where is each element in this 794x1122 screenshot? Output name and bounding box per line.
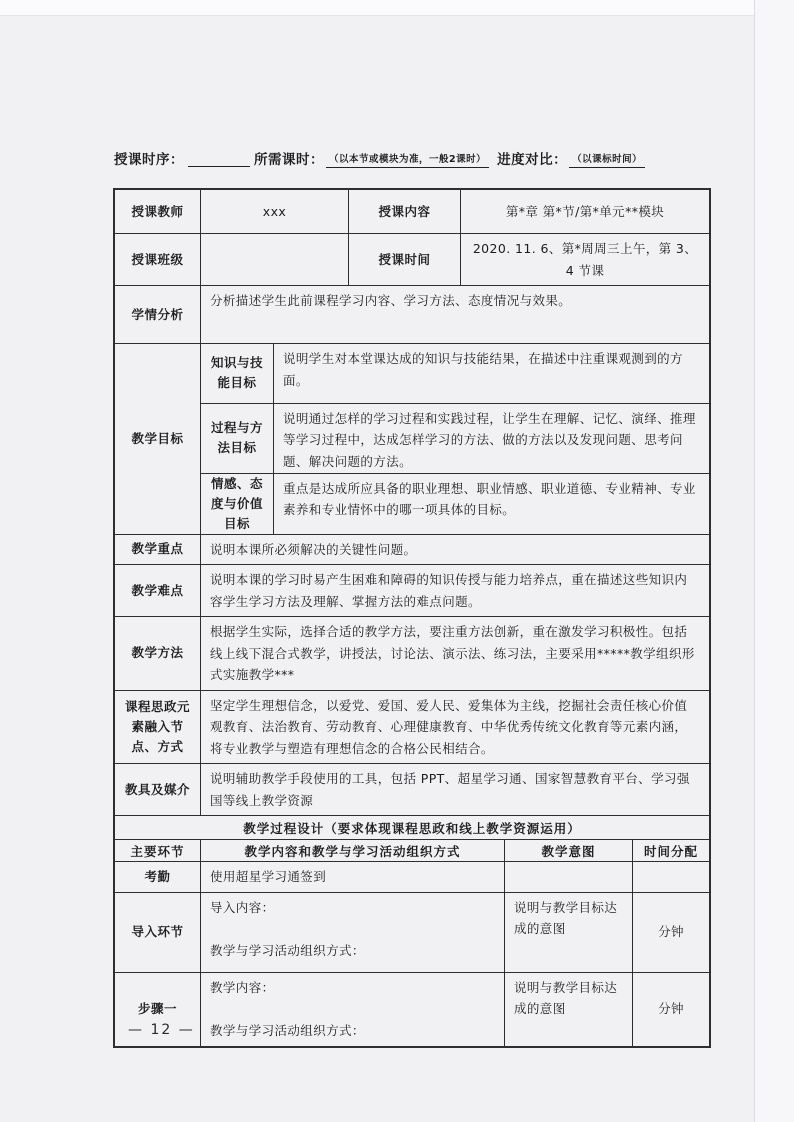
objectives-label: 教学目标: [115, 344, 201, 534]
learner-analysis-content: 分析描述学生此前课程学习内容、学习方法、态度情况与效果。: [210, 293, 572, 308]
objective-process-content: 说明通过怎样的学习过程和实践过程，让学生在理解、记忆、演绎、推理等学习过程中，达成怎样学习的方法、做的方法以及发现问题、思考问题、解决问题的方法。: [283, 410, 696, 469]
lead-in-intent: 说明与教学目标达成的意图: [505, 893, 633, 972]
lead-in-stage-label: 导入环节: [115, 893, 201, 972]
objective-affect-row: [201, 474, 709, 534]
time-label: 授课时间: [349, 234, 461, 285]
objective-affect-content: 重点是达成所应具备的职业理想、职业情感、职业道德、专业精神、专业素养和专业情怀中的哪一项具体的目标。: [283, 480, 696, 517]
row-class-time: [115, 234, 709, 286]
key-points-content: 说明本课所必须解决的关键性问题。: [210, 541, 417, 557]
course-time-order-label: 授课时序：: [114, 152, 184, 168]
attendance-time: [633, 862, 709, 892]
objective-knowledge-content: 说明学生对本堂课达成的知识与技能结果，在描述中注重课观测到的方面。: [283, 351, 683, 388]
ideology-elements-content: 坚定学生理想信念，以爱党、爱国、爱人民、爱集体为主线，挖掘社会责任核心价值观教育、法治教育、劳动教育、心理健康教育、中华优秀传统文化教育等元素内涵，将专业教学与塑造有理想信念的合格公民相结合。: [210, 697, 688, 756]
attendance-content: 使用超星学习通签到: [201, 862, 505, 892]
scan-right-edge: [754, 0, 794, 1122]
row-process-title: [115, 816, 709, 840]
objective-knowledge-label: 知识与技能目标: [201, 344, 274, 403]
teacher-label: 授课教师: [115, 190, 201, 233]
process-header-time: 时间分配: [643, 843, 698, 859]
row-ideology-elements: [115, 691, 709, 765]
class-value: [201, 234, 349, 285]
row-lead-in: [115, 893, 709, 973]
learner-analysis-label: 学情分析: [115, 286, 201, 343]
lesson-plan-table: [113, 188, 711, 1048]
row-key-points: [115, 535, 709, 566]
step-one-content-line1: 教学内容：: [210, 979, 275, 995]
process-header-intent: 教学意图: [505, 840, 633, 861]
key-points-label: 教学重点: [115, 535, 201, 565]
step-one-stage-label: 步骤一: [115, 973, 201, 1046]
process-design-title: 教学过程设计（要求体现课程思政和线上教学资源运用）: [243, 820, 581, 836]
progress-compare-note: （以课标时间）: [569, 151, 645, 168]
page-number: — 12 —: [128, 1022, 195, 1038]
lead-in-content-cell: [201, 893, 505, 972]
ideology-elements-label: 课程思政元素融入节点、方式: [115, 691, 201, 764]
row-teaching-methods: [115, 617, 709, 691]
class-label: 授课班级: [115, 234, 201, 285]
required-periods-note: （以本节或模块为准，一般2课时）: [326, 151, 489, 168]
step-one-time: 分钟: [658, 1001, 684, 1017]
scan-top-edge: [0, 0, 794, 16]
difficulties-label: 教学难点: [115, 565, 201, 616]
blank-underline: [188, 153, 250, 167]
teaching-methods-label: 教学方法: [115, 617, 201, 690]
row-difficulties: [115, 565, 709, 617]
teaching-methods-content: 根据学生实际，选择合适的教学方法，要注重方法创新，重在激发学习积极性。包括线上线下混合式教学，讲授法，讨论法、演示法、练习法，主要采用*****教学组织形式实施教学***: [210, 624, 695, 682]
row-step-one: [115, 973, 709, 1046]
attendance-intent: [505, 862, 633, 892]
lead-in-time: 分钟: [658, 924, 684, 940]
content-label: 授课内容: [349, 190, 461, 233]
content-value: 第*章 第*节/第*单元**模块: [505, 203, 665, 219]
teacher-value: xxx: [201, 190, 349, 233]
time-value: 2020. 11. 6、第*周周三上午，第 3、4 节课: [472, 241, 698, 278]
teaching-aids-content: 说明辅助教学手段使用的工具，包括 PPT、超星学习通、国家智慧教育平台、学习强国等线上教学资源: [210, 771, 690, 808]
difficulties-content: 说明本课的学习时易产生困难和障碍的知识传授与能力培养点，重在描述这些知识内容学生学习方法及理解、掌握方法的难点问题。: [210, 572, 688, 609]
step-one-content-cell: [201, 973, 505, 1046]
process-header-content: 教学内容和教学与学习活动组织方式: [201, 840, 505, 861]
row-teacher-content: [115, 190, 709, 234]
lead-in-content-line2: 教学与学习活动组织方式：: [210, 943, 365, 958]
row-attendance: [115, 862, 709, 893]
teaching-aids-label: 教具及媒介: [115, 764, 201, 815]
objective-knowledge-row: [201, 344, 709, 404]
lead-in-content-line1: 导入内容：: [210, 899, 275, 915]
attendance-stage-label: 考勤: [115, 862, 201, 892]
required-periods-label: 所需课时：: [254, 152, 324, 168]
step-one-intent: 说明与教学目标达成的意图: [505, 973, 633, 1046]
objective-process-label: 过程与方法目标: [201, 404, 274, 473]
row-learner-analysis: [115, 286, 709, 344]
objective-process-row: [201, 404, 709, 474]
row-process-headers: [115, 840, 709, 862]
step-one-content-line2: 教学与学习活动组织方式：: [210, 1023, 365, 1038]
row-teaching-aids: [115, 764, 709, 816]
progress-compare-label: 进度对比：: [497, 152, 568, 168]
row-teaching-objectives: [115, 344, 709, 535]
process-header-stage: 主要环节: [115, 840, 201, 861]
objectives-subtable: [201, 344, 709, 534]
header-line: [114, 148, 714, 168]
objective-affect-label: 情感、态度与价值目标: [201, 474, 274, 534]
